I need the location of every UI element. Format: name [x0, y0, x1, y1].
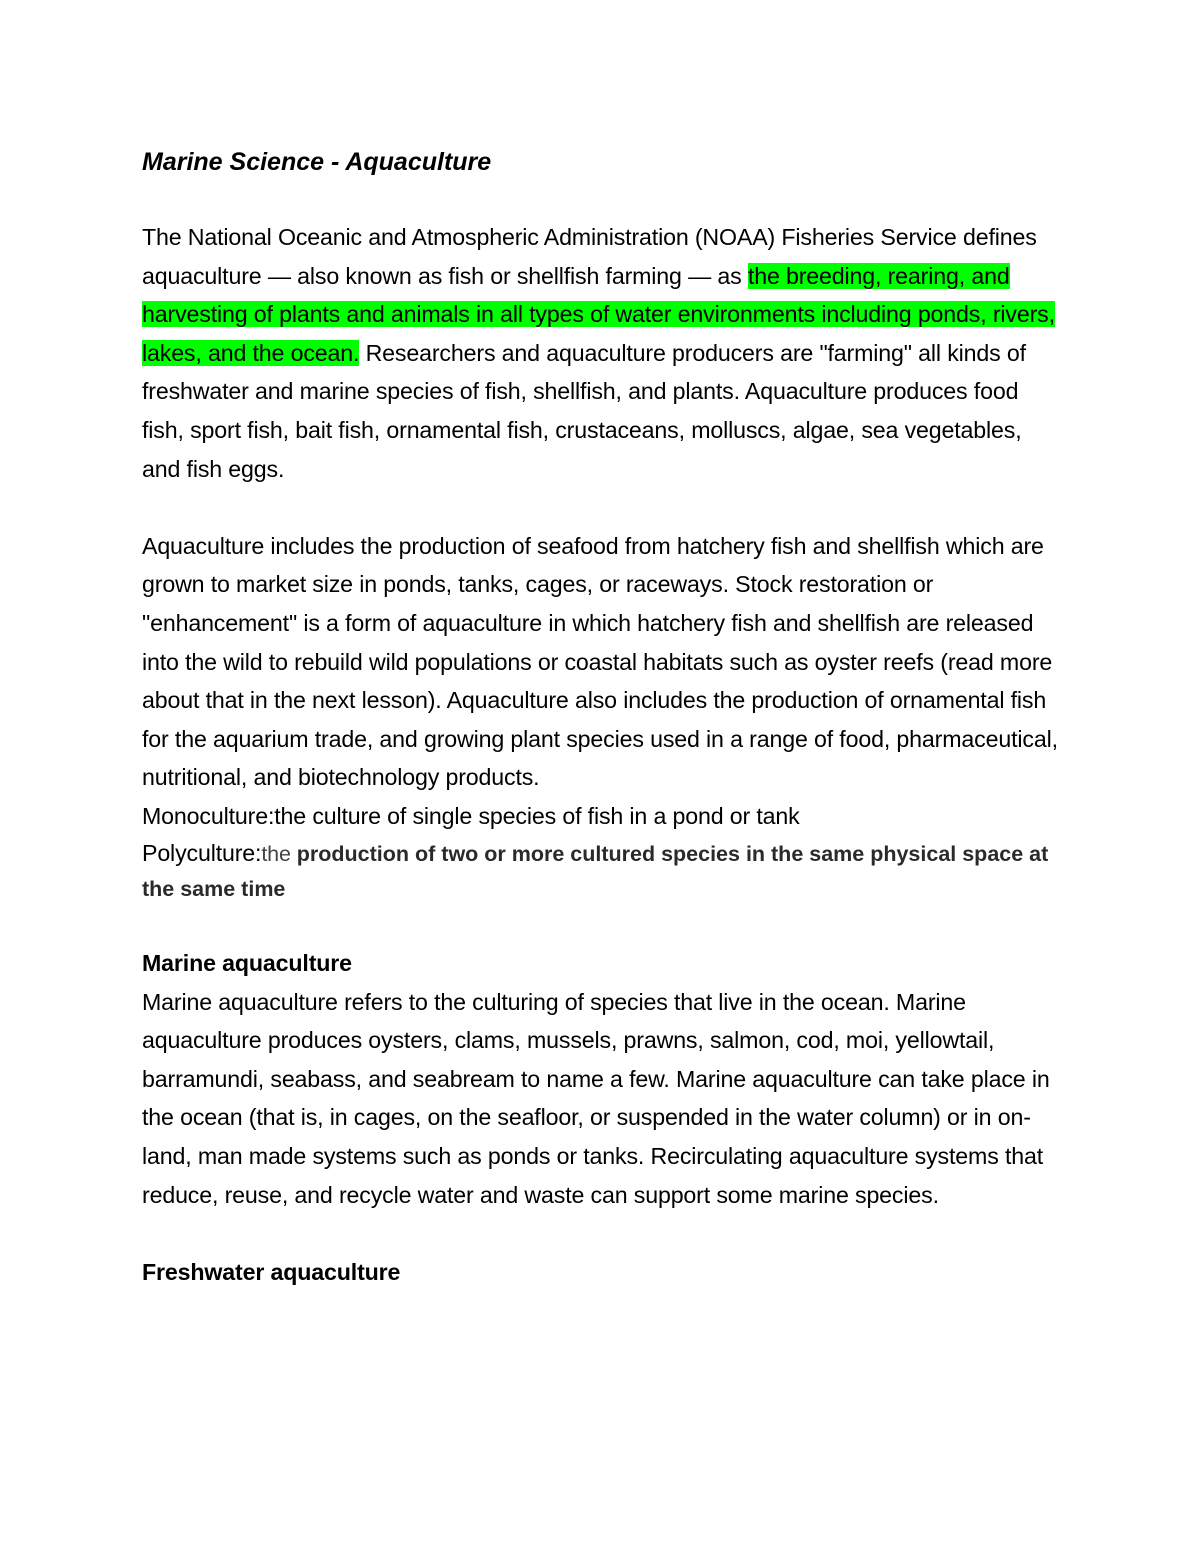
highlighted-definition: the breeding, rearing, and harvesting of plants and animals in all types of water environments including ponds, rivers, lakes, and the ocean. — [142, 262, 1055, 366]
spacer — [142, 488, 1062, 527]
monoculture-definition: Monoculture:the culture of single species of fish in a pond or tank — [142, 802, 800, 829]
paragraph-production: Aquaculture includes the production of seafood from hatchery fish and shellfish which are grown to market size in ponds, tanks, cages, or raceways. Stock restoration or "enhancement" is a form of aquaculture in which hatchery fish and shellfish are released into the wild to rebuild wild populations or coastal habitats such as oyster reefs (read more about that in the next lesson). Aquaculture also includes the production of ornamental fish for the aquarium trade, and growing plant species used in a range of food, pharmaceutical, nutritional, and biotechnology products. — [142, 532, 1058, 791]
paragraph-definition-intro: The National Oceanic and Atmospheric Administration (NOAA) Fisheries Service defines aquaculture — also known as fish or shellfish farming — as — [142, 224, 1037, 289]
document-body — [142, 140, 1062, 1291]
spacer — [142, 906, 1062, 945]
marine-aquaculture-heading: Marine aquaculture — [142, 950, 352, 977]
polyculture-term: Polyculture: — [142, 839, 262, 866]
polyculture-lead: the — [261, 841, 291, 866]
polyculture-definition — [142, 836, 1062, 906]
freshwater-aquaculture-heading: Freshwater aquaculture — [142, 1258, 401, 1285]
document-title: Marine Science - Aquaculture — [142, 148, 492, 176]
spacer — [142, 1214, 1062, 1253]
marine-aquaculture-text: Marine aquaculture refers to the culturing of species that live in the ocean. Marine aquaculture produces oysters, clams, mussels, prawns, salmon, cod, moi, yellowtail, barramundi, seabass, and seabream to name a few. Marine aquaculture can take place in the ocean (that is, in cages, on the seafloor, or suspended in the water column) or in on-land, man made systems such as ponds or tanks. Recirculating aquaculture systems that reduce, reuse, and recycle water and waste can support some marine species. — [142, 988, 1050, 1208]
paragraph-definition-rest: Researchers and aquaculture producers are "farming" all kinds of freshwater and marine species of fish, shellfish, and plants. Aquaculture produces food fish, sport fish, bait fish, ornamental fish, crustaceans, molluscs, algae, sea vegetables, and fish eggs. — [142, 339, 1026, 482]
paragraph-definition — [142, 218, 1062, 488]
polyculture-text: production of two or more cultured species in the same physical space at the same time — [142, 841, 1049, 901]
